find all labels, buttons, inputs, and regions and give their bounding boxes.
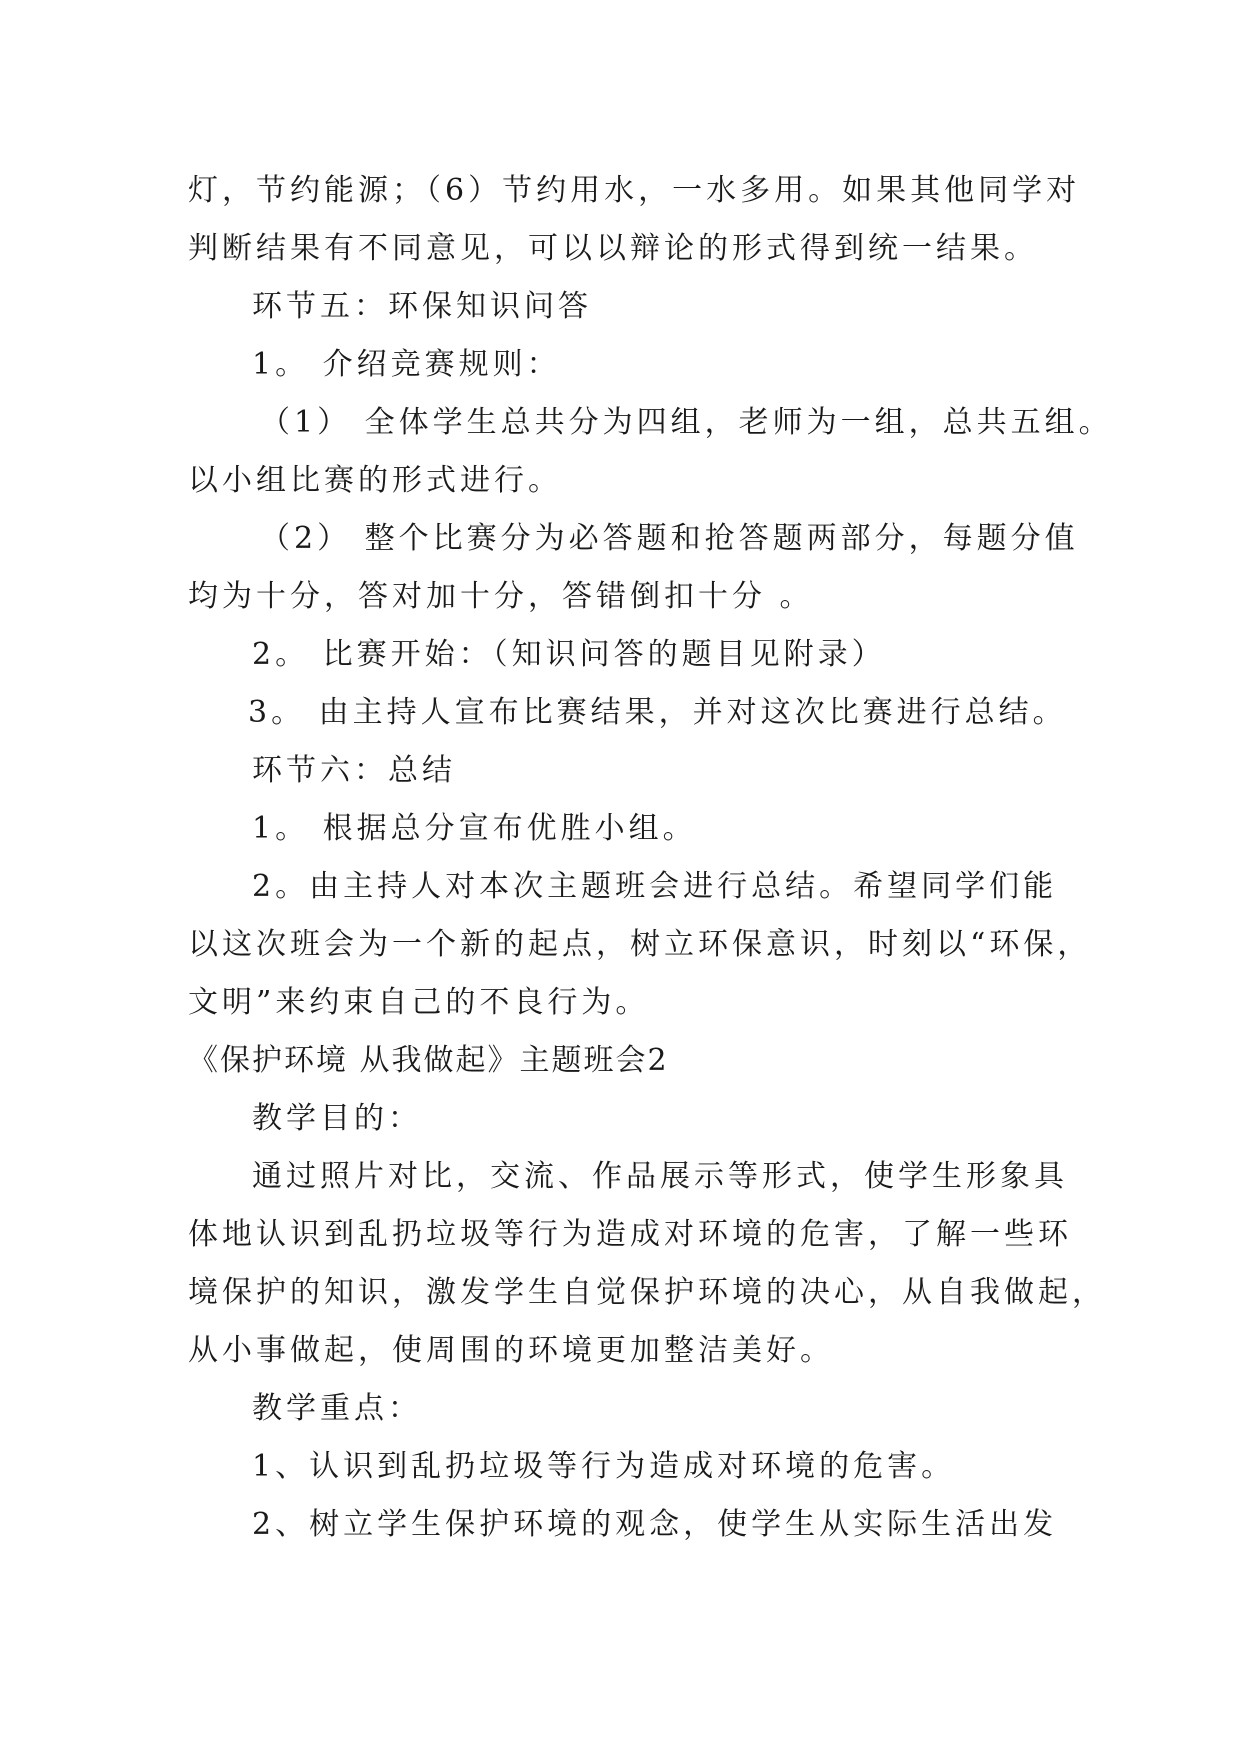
text-line: 2。 比赛开始：（知识问答的题目见附录）: [252, 637, 886, 672]
text-line: 2。由主持人对本次主题班会进行总结。希望同学们能: [252, 869, 1058, 904]
text-line: 以小组比赛的形式进行。: [188, 463, 562, 498]
text-line: 3。 由主持人宣布比赛结果，并对这次比赛进行总结。: [248, 695, 1067, 730]
text-line: 环节五：环保知识问答: [252, 289, 592, 324]
text-line: （1） 全体学生总共分为四组，老师为一组，总共五组。: [260, 405, 1113, 440]
text-line: 灯，节约能源；（6）节约用水，一水多用。如果其他同学对: [188, 173, 1081, 208]
text-line: 判断结果有不同意见，可以以辩论的形式得到统一结果。: [188, 231, 1038, 266]
text-line: 《保护环境 从我做起》主题班会2: [188, 1043, 669, 1078]
text-line: 体地认识到乱扔垃圾等行为造成对环境的危害，了解一些环: [188, 1217, 1072, 1252]
text-line: 以这次班会为一个新的起点，树立环保意识，时刻以“环保，: [188, 927, 1092, 962]
text-line: 1。 介绍竞赛规则：: [252, 347, 561, 382]
text-line: 2、树立学生保护环境的观念，使学生从实际生活出发: [252, 1507, 1058, 1542]
text-line: 1、认识到乱扔垃圾等行为造成对环境的危害。: [252, 1449, 956, 1484]
text-line: 通过照片对比，交流、作品展示等形式，使学生形象具: [252, 1159, 1068, 1194]
text-line: 均为十分，答对加十分，答错倒扣十分 。: [188, 579, 814, 614]
text-line: （2） 整个比赛分为必答题和抢答题两部分，每题分值: [260, 521, 1079, 556]
text-line: 教学重点：: [252, 1391, 422, 1426]
document-body: [188, 162, 1113, 1554]
text-line: 环节六：总结: [252, 753, 456, 788]
text-line: 1。 根据总分宣布优胜小组。: [252, 811, 697, 846]
text-line: 从小事做起，使周围的环境更加整洁美好。: [188, 1333, 834, 1368]
text-line: 教学目的：: [252, 1101, 422, 1136]
text-line: 文明”来约束自己的不良行为。: [188, 985, 650, 1020]
text-line: 境保护的知识，激发学生自觉保护环境的决心，从自我做起，: [188, 1275, 1106, 1310]
